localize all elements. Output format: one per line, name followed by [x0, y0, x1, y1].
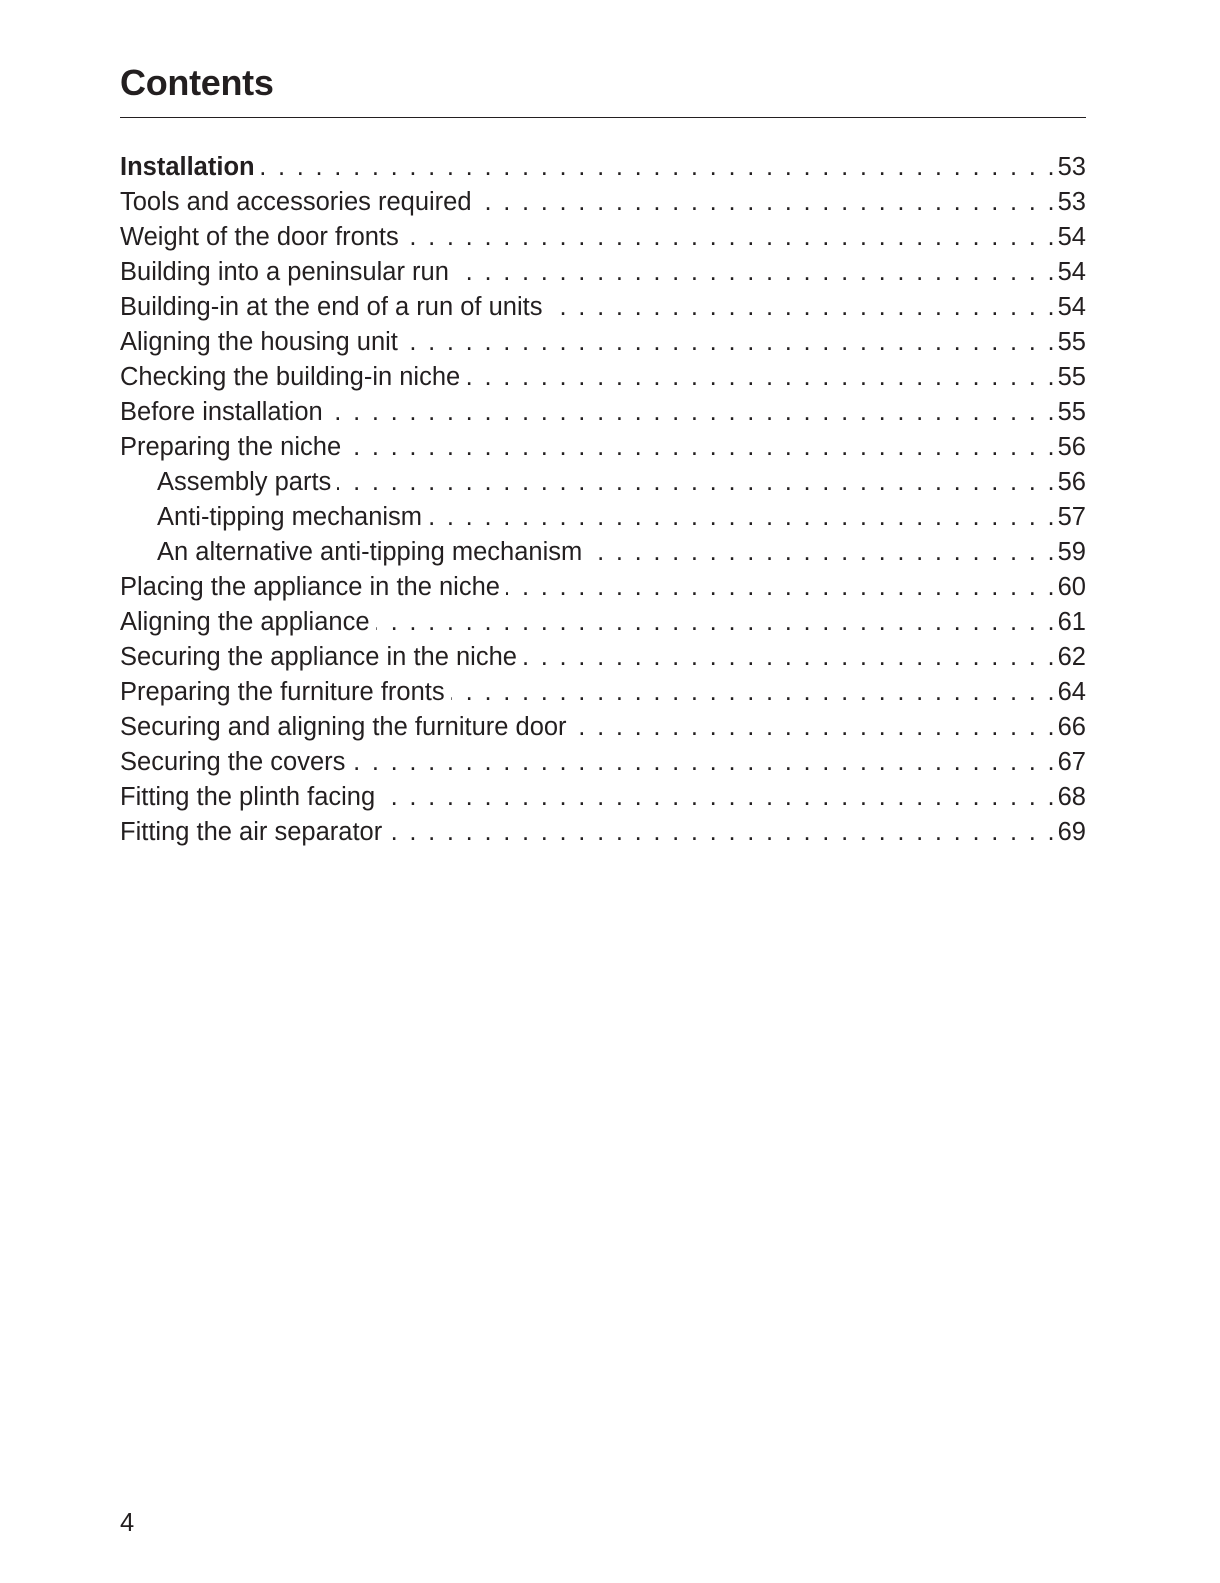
dot-leader — [388, 815, 1054, 850]
page-title: Contents — [120, 62, 274, 103]
toc-entry[interactable] — [120, 710, 1086, 745]
toc-entry-label: Fitting the air separator — [120, 818, 383, 846]
toc-entry-label: Preparing the furniture fronts — [120, 678, 445, 706]
toc-entry[interactable] — [120, 570, 1086, 605]
toc-entry-page: 66 — [1057, 713, 1086, 741]
toc-entry-label: Aligning the appliance — [120, 608, 370, 636]
toc-entry-label: Building into a peninsular run — [120, 258, 449, 286]
toc-entry[interactable] — [120, 255, 1086, 290]
toc-entry-page: 55 — [1057, 398, 1086, 426]
toc-entry-label: Weight of the door fronts — [120, 223, 399, 251]
toc-entry-page: 62 — [1057, 643, 1086, 671]
dot-leader — [428, 500, 1055, 535]
toc-entry-label: Securing and aligning the furniture door — [120, 713, 567, 741]
toc-entry[interactable] — [120, 500, 1086, 535]
toc-entry-label: Placing the appliance in the niche — [120, 573, 500, 601]
toc-entry-page: 54 — [1057, 293, 1086, 321]
dot-leader — [573, 710, 1055, 745]
toc-entry-page: 59 — [1057, 538, 1086, 566]
toc-entry[interactable] — [120, 745, 1086, 780]
toc-entry[interactable] — [120, 465, 1086, 500]
toc-entry[interactable] — [120, 395, 1086, 430]
toc-entry-page: 67 — [1057, 748, 1086, 776]
dot-leader — [451, 675, 1055, 710]
toc-entry-label: Securing the appliance in the niche — [120, 643, 517, 671]
toc-entry-label: Tools and accessories required — [120, 188, 472, 216]
dot-leader — [405, 220, 1055, 255]
toc-entry-label: Assembly parts — [157, 468, 332, 496]
toc-entry-label: Checking the building-in niche — [120, 363, 461, 391]
dot-leader — [351, 745, 1054, 780]
toc-entry-label: Building-in at the end of a run of units — [120, 293, 543, 321]
toc-entry[interactable] — [120, 325, 1086, 360]
toc-entry[interactable] — [120, 150, 1086, 185]
toc-entry-page: 55 — [1057, 363, 1086, 391]
toc-entry[interactable] — [120, 185, 1086, 220]
toc-entry-page: 56 — [1057, 468, 1086, 496]
title-divider — [120, 117, 1086, 118]
toc-entry-page: 64 — [1057, 678, 1086, 706]
toc-entry-label: Securing the covers — [120, 748, 346, 776]
toc-entry-page: 53 — [1057, 153, 1086, 181]
toc-entry[interactable] — [120, 640, 1086, 675]
toc-entry-page: 68 — [1057, 783, 1086, 811]
toc-entry[interactable] — [120, 605, 1086, 640]
dot-leader — [347, 430, 1054, 465]
toc-entry-label: Aligning the housing unit — [120, 328, 398, 356]
toc-entry-label: Fitting the plinth facing — [120, 783, 376, 811]
dot-leader — [523, 640, 1055, 675]
toc-entry-page: 60 — [1057, 573, 1086, 601]
toc-entry-label: Preparing the niche — [120, 433, 342, 461]
toc-entry-page: 57 — [1057, 503, 1086, 531]
dot-leader — [588, 535, 1054, 570]
table-of-contents — [120, 150, 1086, 850]
toc-entry[interactable] — [120, 815, 1086, 850]
dot-leader — [466, 360, 1054, 395]
dot-leader — [455, 255, 1055, 290]
toc-entry[interactable] — [120, 675, 1086, 710]
toc-entry-label: Before installation — [120, 398, 323, 426]
toc-entry-label: Installation — [120, 153, 255, 181]
toc-entry-page: 55 — [1057, 328, 1086, 356]
toc-entry-page: 53 — [1057, 188, 1086, 216]
toc-entry-page: 54 — [1057, 258, 1086, 286]
dot-leader — [478, 185, 1055, 220]
toc-entry[interactable] — [120, 290, 1086, 325]
dot-leader — [381, 780, 1054, 815]
dot-leader — [548, 290, 1054, 325]
dot-leader — [329, 395, 1055, 430]
toc-entry-page: 54 — [1057, 223, 1086, 251]
dot-leader — [404, 325, 1055, 360]
toc-entry-page: 61 — [1057, 608, 1086, 636]
toc-entry[interactable] — [120, 535, 1086, 570]
page-number: 4 — [120, 1509, 135, 1537]
toc-entry[interactable] — [120, 360, 1086, 395]
toc-entry-page: 69 — [1057, 818, 1086, 846]
toc-entry-page: 56 — [1057, 433, 1086, 461]
dot-leader — [261, 150, 1055, 185]
toc-entry[interactable] — [120, 780, 1086, 815]
dot-leader — [506, 570, 1055, 605]
toc-entry-label: An alternative anti-tipping mechanism — [157, 538, 583, 566]
toc-entry[interactable] — [120, 430, 1086, 465]
toc-entry[interactable] — [120, 220, 1086, 255]
dot-leader — [337, 465, 1054, 500]
dot-leader — [376, 605, 1055, 640]
toc-entry-label: Anti-tipping mechanism — [157, 503, 423, 531]
